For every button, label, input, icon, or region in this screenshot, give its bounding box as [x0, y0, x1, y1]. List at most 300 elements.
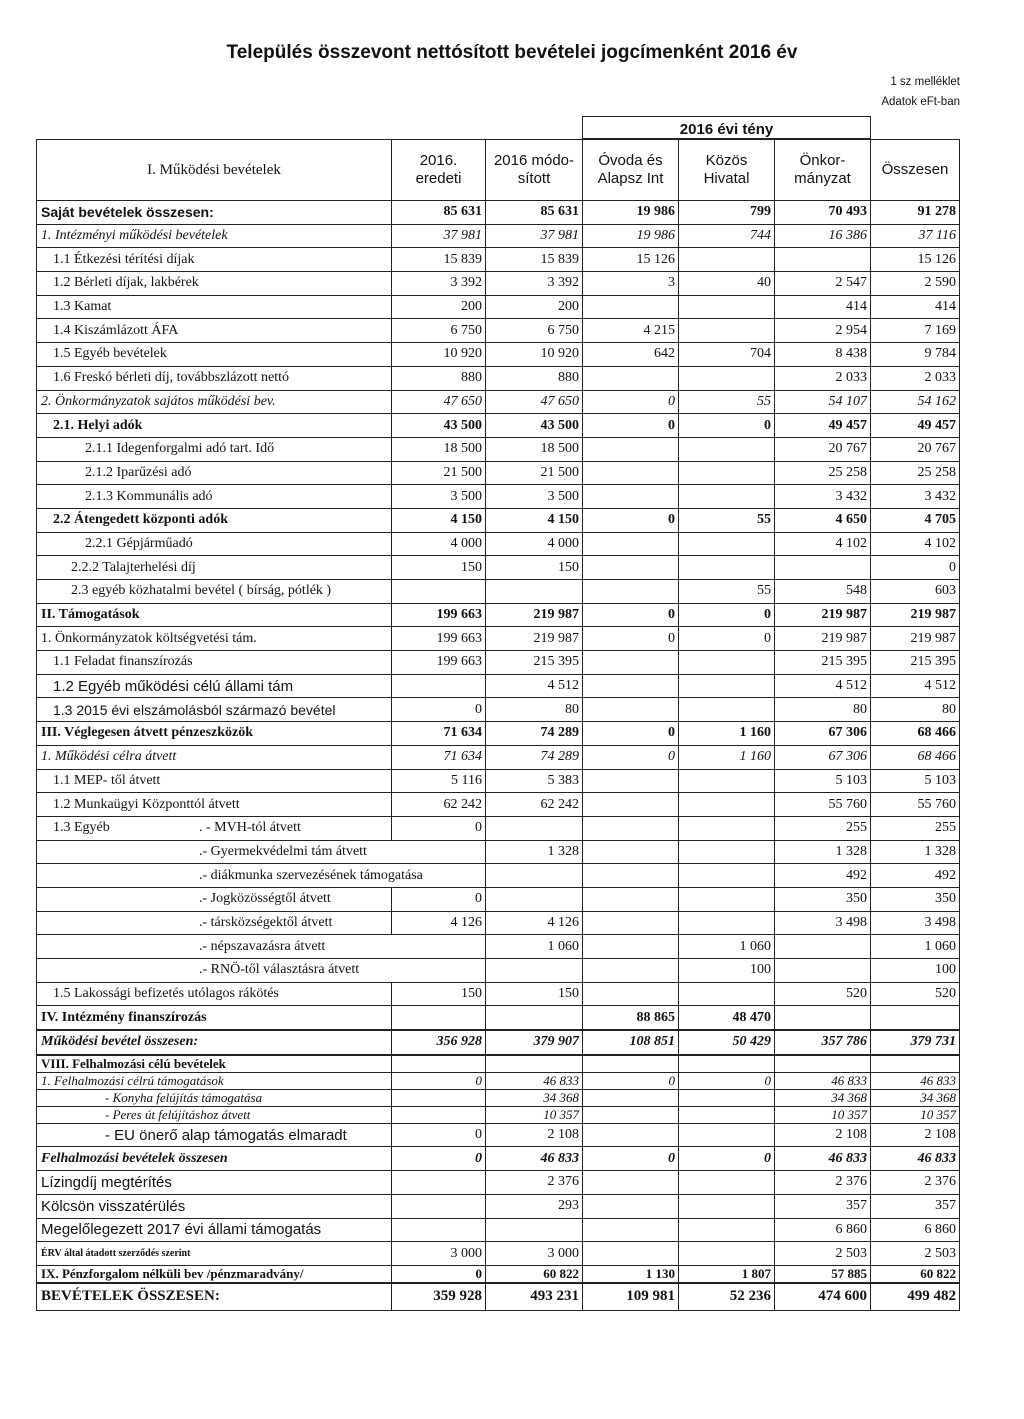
cell-modositott: 18 500: [486, 437, 583, 461]
cell-onkormanyzat: 414: [775, 295, 871, 319]
cell-kozos-hivatal: 1 160: [679, 745, 775, 769]
cell-onkormanyzat: [775, 1055, 871, 1073]
cell-eredeti: 199 663: [392, 651, 486, 675]
cell-eredeti: [392, 1055, 486, 1073]
table-row: [37, 1283, 960, 1311]
cell-modositott: 3 392: [486, 272, 583, 296]
cell-osszesen: 55 760: [871, 793, 960, 817]
cell-modositott: 5 383: [486, 769, 583, 793]
cell-modositott: 2 108: [486, 1123, 583, 1147]
cell-eredeti: [392, 935, 486, 959]
cell-ovoda: [583, 532, 679, 556]
row-label: 2.1.3 Kommunális adó: [37, 485, 392, 509]
header-osszesen: Összesen: [871, 139, 960, 201]
cell-kozos-hivatal: [679, 1106, 775, 1123]
row-label: 1.2 Egyéb működési célú állami tám: [37, 674, 392, 698]
cell-kozos-hivatal: 0: [679, 1072, 775, 1089]
cell-eredeti: 6 750: [392, 319, 486, 343]
row-label: 2.2.1 Gépjárműadó: [37, 532, 392, 556]
cell-modositott: 219 987: [486, 627, 583, 651]
cell-onkormanyzat: 67 306: [775, 722, 871, 746]
cell-onkormanyzat: [775, 556, 871, 580]
cell-onkormanyzat: 16 386: [775, 224, 871, 248]
row-label: Saját bevételek összesen:: [37, 201, 392, 225]
cell-onkormanyzat: 8 438: [775, 343, 871, 367]
cell-kozos-hivatal: 1 060: [679, 935, 775, 959]
cell-osszesen: 215 395: [871, 651, 960, 675]
row-label: III. Véglegesen átvett pénzeszközök: [37, 722, 392, 746]
cell-modositott: [486, 887, 583, 911]
cell-onkormanyzat: 3 432: [775, 485, 871, 509]
table-row: [37, 201, 960, 225]
cell-osszesen: 3 432: [871, 485, 960, 509]
cell-eredeti: 0: [392, 887, 486, 911]
row-label: 1.5 Lakossági befizetés utólagos rákötés: [37, 982, 392, 1006]
cell-osszesen: 2 376: [871, 1171, 960, 1195]
table-row: [37, 911, 960, 935]
row-label: VIII. Felhalmozási célú bevételek: [37, 1055, 392, 1073]
cell-onkormanyzat: 10 357: [775, 1106, 871, 1123]
table-row: [37, 1147, 960, 1171]
table-row: [37, 1123, 960, 1147]
cell-onkormanyzat: 57 885: [775, 1265, 871, 1283]
row-label: ÉRV által átadott szerződés szerint: [37, 1242, 392, 1266]
cell-onkormanyzat: 25 258: [775, 461, 871, 485]
row-label-sub: . - MVH-tól átvett: [199, 820, 301, 836]
cell-kozos-hivatal: [679, 864, 775, 888]
teny-header: 2016 évi tény: [583, 117, 871, 140]
row-label: 1. Működési célra átvett: [37, 745, 392, 769]
table-row: [37, 508, 960, 532]
cell-ovoda: [583, 935, 679, 959]
cell-eredeti: [392, 959, 486, 983]
row-label: 1. Önkormányzatok költségvetési tám.: [37, 627, 392, 651]
cell-ovoda: 0: [583, 1147, 679, 1171]
cell-osszesen: 68 466: [871, 745, 960, 769]
cell-kozos-hivatal: [679, 485, 775, 509]
row-label: 1.4 Kiszámlázott ÁFA: [37, 319, 392, 343]
table-row: [37, 745, 960, 769]
cell-modositott: 62 242: [486, 793, 583, 817]
table-row: [37, 532, 960, 556]
cell-onkormanyzat: 1 328: [775, 840, 871, 864]
cell-ovoda: [583, 485, 679, 509]
row-label: 2.1.2 Iparűzési adó: [37, 461, 392, 485]
cell-eredeti: 359 928: [392, 1283, 486, 1311]
column-header-row: [37, 139, 960, 201]
cell-kozos-hivatal: [679, 295, 775, 319]
cell-eredeti: 47 650: [392, 390, 486, 414]
cell-modositott: 21 500: [486, 461, 583, 485]
cell-eredeti: 0: [392, 1265, 486, 1283]
cell-kozos-hivatal: [679, 556, 775, 580]
row-label: Kölcsön visszatérülés: [37, 1194, 392, 1218]
cell-ovoda: [583, 1171, 679, 1195]
cell-modositott: 219 987: [486, 603, 583, 627]
cell-onkormanyzat: 4 650: [775, 508, 871, 532]
cell-ovoda: [583, 674, 679, 698]
cell-modositott: 74 289: [486, 722, 583, 746]
cell-modositott: [486, 864, 583, 888]
header-kozos-hivatal: Közös Hivatal: [679, 139, 775, 201]
row-label: 1. Intézményi működési bevételek: [37, 224, 392, 248]
cell-kozos-hivatal: 0: [679, 603, 775, 627]
cell-onkormanyzat: 20 767: [775, 437, 871, 461]
table-row: [37, 603, 960, 627]
cell-onkormanyzat: 357: [775, 1194, 871, 1218]
cell-eredeti: 43 500: [392, 414, 486, 438]
cell-osszesen: 25 258: [871, 461, 960, 485]
row-label: Lízingdíj megtérítés: [37, 1171, 392, 1195]
table-row: [37, 887, 960, 911]
table-row: [37, 1072, 960, 1089]
cell-eredeti: 71 634: [392, 745, 486, 769]
cell-osszesen: 46 833: [871, 1072, 960, 1089]
cell-modositott: 46 833: [486, 1147, 583, 1171]
cell-eredeti: [392, 674, 486, 698]
cell-ovoda: [583, 580, 679, 604]
row-label: Felhalmozási bevételek összesen: [37, 1147, 392, 1171]
cell-ovoda: 0: [583, 603, 679, 627]
cell-ovoda: 0: [583, 627, 679, 651]
cell-modositott: [486, 816, 583, 840]
table-row: [37, 1171, 960, 1195]
cell-kozos-hivatal: [679, 248, 775, 272]
table-row: [37, 343, 960, 367]
cell-modositott: 10 920: [486, 343, 583, 367]
cell-onkormanyzat: 55 760: [775, 793, 871, 817]
cell-eredeti: [392, 1106, 486, 1123]
cell-ovoda: [583, 461, 679, 485]
cell-modositott: 6 750: [486, 319, 583, 343]
cell-osszesen: 68 466: [871, 722, 960, 746]
row-label: 2.1.1 Idegenforgalmi adó tart. Idő: [37, 437, 392, 461]
units-note: Adatok eFt-ban: [881, 96, 960, 108]
table-row: [37, 295, 960, 319]
header-modositott: 2016 módo-sított: [486, 139, 583, 201]
cell-ovoda: [583, 1089, 679, 1106]
cell-ovoda: [583, 1123, 679, 1147]
cell-ovoda: [583, 1242, 679, 1266]
cell-osszesen: 1 060: [871, 935, 960, 959]
cell-ovoda: [583, 1218, 679, 1242]
cell-osszesen: 10 357: [871, 1106, 960, 1123]
table-row: [37, 1006, 960, 1030]
cell-modositott: [486, 580, 583, 604]
cell-kozos-hivatal: 1 807: [679, 1265, 775, 1283]
cell-modositott: 493 231: [486, 1283, 583, 1311]
cell-kozos-hivatal: [679, 366, 775, 390]
cell-kozos-hivatal: [679, 651, 775, 675]
cell-onkormanyzat: 219 987: [775, 603, 871, 627]
cell-ovoda: [583, 366, 679, 390]
cell-modositott: 34 368: [486, 1089, 583, 1106]
cell-ovoda: 108 851: [583, 1030, 679, 1055]
row-label: IV. Intézmény finanszírozás: [37, 1006, 392, 1030]
cell-onkormanyzat: 548: [775, 580, 871, 604]
cell-onkormanyzat: 6 860: [775, 1218, 871, 1242]
cell-ovoda: 0: [583, 1072, 679, 1089]
cell-onkormanyzat: 34 368: [775, 1089, 871, 1106]
row-label: - EU önerő alap támogatás elmaradt: [37, 1123, 392, 1147]
cell-modositott: 215 395: [486, 651, 583, 675]
row-label: 1.1 Étkezési térítési díjak: [37, 248, 392, 272]
cell-ovoda: 88 865: [583, 1006, 679, 1030]
cell-eredeti: 199 663: [392, 603, 486, 627]
cell-kozos-hivatal: 52 236: [679, 1283, 775, 1311]
cell-kozos-hivatal: [679, 461, 775, 485]
cell-onkormanyzat: 4 102: [775, 532, 871, 556]
cell-eredeti: 5 116: [392, 769, 486, 793]
cell-kozos-hivatal: 799: [679, 201, 775, 225]
table-row: [37, 1106, 960, 1123]
cell-ovoda: [583, 698, 679, 722]
cell-osszesen: 9 784: [871, 343, 960, 367]
table-row: [37, 651, 960, 675]
header-label: I. Működési bevételek: [37, 139, 392, 201]
cell-onkormanyzat: 492: [775, 864, 871, 888]
cell-ovoda: 15 126: [583, 248, 679, 272]
cell-osszesen: 2 033: [871, 366, 960, 390]
row-label: .- népszavazásra átvett: [37, 935, 392, 959]
row-label-main: 1.3 Egyéb: [53, 820, 110, 836]
cell-modositott: [486, 1055, 583, 1073]
cell-osszesen: 60 822: [871, 1265, 960, 1283]
cell-onkormanyzat: [775, 248, 871, 272]
cell-kozos-hivatal: [679, 1123, 775, 1147]
cell-ovoda: 19 986: [583, 224, 679, 248]
cell-osszesen: 49 457: [871, 414, 960, 438]
cell-ovoda: [583, 1055, 679, 1073]
row-label: 2.1. Helyi adók: [37, 414, 392, 438]
cell-eredeti: 3 500: [392, 485, 486, 509]
table-row: [37, 674, 960, 698]
cell-ovoda: 109 981: [583, 1283, 679, 1311]
cell-eredeti: 3 392: [392, 272, 486, 296]
cell-ovoda: [583, 556, 679, 580]
cell-onkormanyzat: 2 033: [775, 366, 871, 390]
row-label: .- társközségektől átvett: [37, 911, 392, 935]
cell-eredeti: [392, 580, 486, 604]
cell-kozos-hivatal: 55: [679, 580, 775, 604]
row-label: Megelőlegezett 2017 évi állami támogatás: [37, 1218, 392, 1242]
cell-onkormanyzat: [775, 935, 871, 959]
row-label: 1. Felhalmozási célrú támogatások: [37, 1072, 392, 1089]
table-row: [37, 319, 960, 343]
cell-osszesen: 5 103: [871, 769, 960, 793]
cell-eredeti: 4 150: [392, 508, 486, 532]
cell-osszesen: 219 987: [871, 627, 960, 651]
row-label: 1.6 Freskó bérleti díj, továbbszlázott nettó: [37, 366, 392, 390]
cell-ovoda: 0: [583, 508, 679, 532]
cell-kozos-hivatal: 55: [679, 390, 775, 414]
cell-onkormanyzat: 474 600: [775, 1283, 871, 1311]
cell-onkormanyzat: 4 512: [775, 674, 871, 698]
cell-ovoda: [583, 911, 679, 935]
cell-modositott: 2 376: [486, 1171, 583, 1195]
table-row: [37, 769, 960, 793]
cell-kozos-hivatal: 704: [679, 343, 775, 367]
cell-kozos-hivatal: [679, 1089, 775, 1106]
cell-kozos-hivatal: 744: [679, 224, 775, 248]
table-row: [37, 414, 960, 438]
table-row: [37, 1030, 960, 1055]
cell-onkormanyzat: 219 987: [775, 627, 871, 651]
cell-eredeti: 3 000: [392, 1242, 486, 1266]
table-row: [37, 627, 960, 651]
cell-kozos-hivatal: [679, 674, 775, 698]
cell-ovoda: 642: [583, 343, 679, 367]
row-label: [37, 816, 392, 840]
table-row: [37, 1089, 960, 1106]
cell-osszesen: 1 328: [871, 840, 960, 864]
cell-ovoda: [583, 982, 679, 1006]
cell-modositott: 880: [486, 366, 583, 390]
cell-onkormanyzat: 2 954: [775, 319, 871, 343]
cell-modositott: 4 150: [486, 508, 583, 532]
cell-eredeti: 0: [392, 1147, 486, 1171]
table-row: [37, 1242, 960, 1266]
cell-eredeti: [392, 1006, 486, 1030]
cell-osszesen: 357: [871, 1194, 960, 1218]
cell-ovoda: [583, 1106, 679, 1123]
cell-kozos-hivatal: [679, 816, 775, 840]
cell-eredeti: 18 500: [392, 437, 486, 461]
cell-osszesen: 4 102: [871, 532, 960, 556]
row-label: IX. Pénzforgalom nélküli bev /pénzmaradvány/: [37, 1265, 392, 1283]
cell-osszesen: [871, 1055, 960, 1073]
row-label: - Peres út felújításhoz átvett: [37, 1106, 392, 1123]
cell-kozos-hivatal: [679, 319, 775, 343]
cell-eredeti: [392, 1171, 486, 1195]
header-eredeti: 2016. eredeti: [392, 139, 486, 201]
cell-osszesen: 6 860: [871, 1218, 960, 1242]
cell-osszesen: 219 987: [871, 603, 960, 627]
cell-eredeti: [392, 1218, 486, 1242]
cell-modositott: [486, 959, 583, 983]
cell-kozos-hivatal: 55: [679, 508, 775, 532]
cell-osszesen: [871, 1006, 960, 1030]
cell-eredeti: 4 126: [392, 911, 486, 935]
cell-ovoda: 3: [583, 272, 679, 296]
table-row: [37, 935, 960, 959]
cell-eredeti: [392, 1089, 486, 1106]
row-label: 2.3 egyéb közhatalmi bevétel ( bírság, pótlék ): [37, 580, 392, 604]
table-row: [37, 272, 960, 296]
cell-modositott: 37 981: [486, 224, 583, 248]
cell-osszesen: 520: [871, 982, 960, 1006]
cell-kozos-hivatal: [679, 982, 775, 1006]
cell-eredeti: 199 663: [392, 627, 486, 651]
table-row: [37, 864, 960, 888]
row-label: 2.2 Átengedett központi adók: [37, 508, 392, 532]
cell-modositott: 74 289: [486, 745, 583, 769]
cell-eredeti: 85 631: [392, 201, 486, 225]
cell-onkormanyzat: 5 103: [775, 769, 871, 793]
cell-modositott: 43 500: [486, 414, 583, 438]
cell-onkormanyzat: 54 107: [775, 390, 871, 414]
cell-modositott: 150: [486, 982, 583, 1006]
table-row: [37, 437, 960, 461]
cell-osszesen: 37 116: [871, 224, 960, 248]
cell-kozos-hivatal: [679, 1242, 775, 1266]
row-label: 1.2 Munkaügyi Központtól átvett: [37, 793, 392, 817]
cell-osszesen: 20 767: [871, 437, 960, 461]
cell-ovoda: [583, 295, 679, 319]
cell-ovoda: [583, 1194, 679, 1218]
row-label: 1.5 Egyéb bevételek: [37, 343, 392, 367]
cell-eredeti: 150: [392, 556, 486, 580]
cell-kozos-hivatal: [679, 911, 775, 935]
cell-onkormanyzat: 2 503: [775, 1242, 871, 1266]
page-title: Település összevont nettósított bevételei jogcímenként 2016 év: [226, 42, 798, 63]
table-row: [37, 698, 960, 722]
teny-header-row: [37, 117, 960, 140]
cell-modositott: 3 000: [486, 1242, 583, 1266]
cell-eredeti: 200: [392, 295, 486, 319]
cell-osszesen: 2 108: [871, 1123, 960, 1147]
cell-modositott: 150: [486, 556, 583, 580]
cell-modositott: 1 060: [486, 935, 583, 959]
cell-onkormanyzat: 3 498: [775, 911, 871, 935]
cell-modositott: 1 328: [486, 840, 583, 864]
table-row: [37, 461, 960, 485]
cell-osszesen: 414: [871, 295, 960, 319]
header-onkormanyzat: Önkor-mányzat: [775, 139, 871, 201]
cell-kozos-hivatal: [679, 1218, 775, 1242]
cell-modositott: 379 907: [486, 1030, 583, 1055]
cell-modositott: 80: [486, 698, 583, 722]
row-label: 1.3 2015 évi elszámolásból származó bevétel: [37, 698, 392, 722]
cell-modositott: [486, 1006, 583, 1030]
row-label: 2.2.2 Talajterhelési díj: [37, 556, 392, 580]
row-label: .- RNÖ-től választásra átvett: [37, 959, 392, 983]
cell-osszesen: 34 368: [871, 1089, 960, 1106]
cell-osszesen: 492: [871, 864, 960, 888]
row-label: 1.3 Kamat: [37, 295, 392, 319]
table-row: [37, 556, 960, 580]
cell-eredeti: 0: [392, 816, 486, 840]
cell-ovoda: [583, 816, 679, 840]
cell-osszesen: 2 590: [871, 272, 960, 296]
cell-kozos-hivatal: 0: [679, 414, 775, 438]
table-row: [37, 366, 960, 390]
cell-modositott: 47 650: [486, 390, 583, 414]
cell-kozos-hivatal: [679, 532, 775, 556]
cell-kozos-hivatal: [679, 437, 775, 461]
cell-kozos-hivatal: 48 470: [679, 1006, 775, 1030]
cell-osszesen: 3 498: [871, 911, 960, 935]
table-row: [37, 1265, 960, 1283]
cell-onkormanyzat: 520: [775, 982, 871, 1006]
cell-modositott: 3 500: [486, 485, 583, 509]
cell-eredeti: 37 981: [392, 224, 486, 248]
cell-eredeti: 0: [392, 1123, 486, 1147]
cell-eredeti: 71 634: [392, 722, 486, 746]
revenue-table: [36, 116, 960, 1311]
cell-eredeti: 0: [392, 698, 486, 722]
cell-kozos-hivatal: 0: [679, 627, 775, 651]
cell-modositott: 60 822: [486, 1265, 583, 1283]
table-row: [37, 485, 960, 509]
table-row: [37, 1194, 960, 1218]
row-label: 1.1 MEP- től átvett: [37, 769, 392, 793]
attachment-note: 1 sz melléklet: [890, 76, 960, 88]
cell-kozos-hivatal: [679, 840, 775, 864]
cell-ovoda: 19 986: [583, 201, 679, 225]
row-label: 2. Önkormányzatok sajátos működési bev.: [37, 390, 392, 414]
cell-modositott: 293: [486, 1194, 583, 1218]
